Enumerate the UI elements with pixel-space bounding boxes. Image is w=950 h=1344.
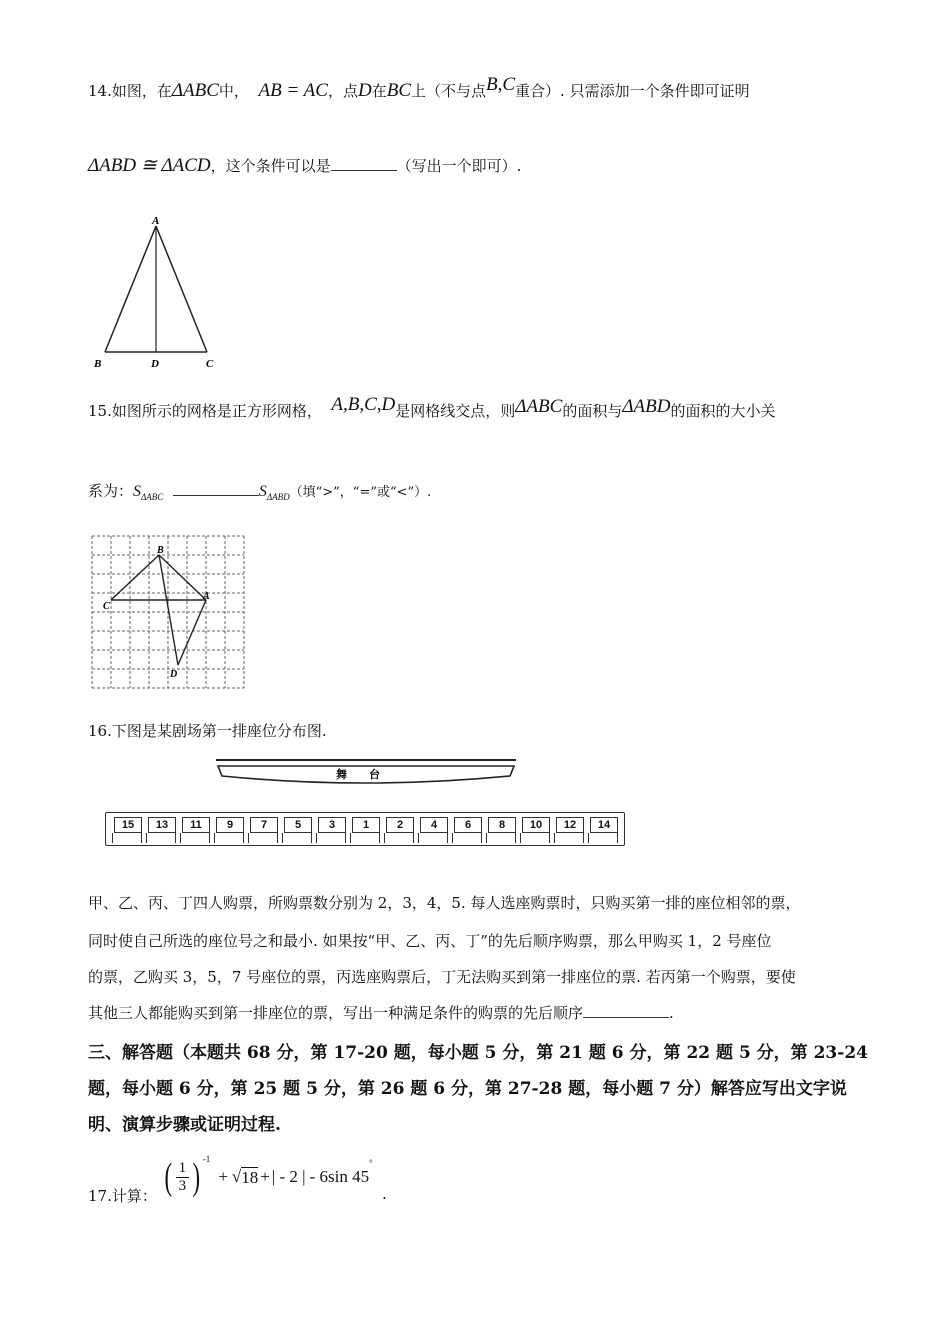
q16-para-4: [88, 1002, 674, 1023]
q14-line2: [88, 154, 521, 177]
seat-number: 7: [260, 819, 268, 831]
label-b: B: [157, 545, 164, 556]
q16-para-2: 同时使自己所选的座位号之和最小. 如果按“甲、乙、丙、丁”的先后顺序购票，那么甲购买 1，2 号座位: [88, 932, 772, 950]
seat-base: [452, 833, 482, 843]
seat-1: [352, 817, 380, 833]
section3-line-2: 题，每小题 6 分，第 25 题 5 分，第 26 题 6 分，第 27-28 题，每小题 7 分）解答应写出文字说: [88, 1079, 847, 1099]
seat-number: 9: [226, 819, 234, 831]
q16-number: 16.: [88, 722, 112, 740]
label-b: B: [94, 358, 102, 370]
fraction: [176, 1160, 190, 1195]
seat-4: [420, 817, 448, 833]
seat-9: [216, 817, 244, 833]
q16-answer-blank[interactable]: [583, 1016, 669, 1018]
q14-segment-bc: BC: [386, 80, 411, 101]
q14-points-bc: B,C: [486, 74, 516, 95]
left-paren: (: [164, 1156, 173, 1198]
exponent: -1: [202, 1154, 211, 1164]
seat-base: [180, 833, 210, 843]
q14-text: 上（不与点: [411, 82, 487, 100]
q17-end: .: [382, 1185, 387, 1203]
seat-number: 4: [430, 819, 438, 831]
q16-text: 下图是某剧场第一排座位分布图.: [111, 722, 327, 740]
seat-number: 13: [155, 819, 169, 831]
segment-ad: [178, 600, 206, 665]
seat-number: 11: [190, 819, 202, 831]
plus-sign: +: [218, 1167, 228, 1186]
plus-sign: +: [260, 1167, 270, 1186]
label-d: D: [170, 669, 178, 680]
q15-s-abd: [258, 483, 290, 503]
degree-sign: °: [369, 1158, 373, 1168]
seat-number: 15: [121, 819, 135, 831]
label-a: A: [152, 215, 160, 227]
seat-13: [148, 817, 176, 833]
seat-base: [588, 833, 618, 843]
seat-base: [248, 833, 278, 843]
q16-text: 其他三人都能购买到第一排座位的票，写出一种满足条件的购票的先后顺序: [88, 1004, 584, 1022]
q16-para-3: 的票，乙购买 3，5，7 号座位的票，丙选座购票后，丁无法购买到第一排座位的票. 若丙第一个购票，要使: [88, 968, 796, 986]
q14-line1: [88, 74, 750, 102]
q17-text: 计算：: [111, 1187, 157, 1205]
q15-number: 15.: [88, 402, 112, 420]
triangles: [111, 555, 206, 665]
seat-number: 3: [328, 819, 336, 831]
q14-equation: AB = AC: [258, 80, 328, 101]
seat-number: 1: [362, 819, 370, 831]
seat-base: [146, 833, 176, 843]
q17-label: [88, 1185, 157, 1206]
label-c: C: [103, 601, 110, 612]
q16-seat-row: [105, 812, 625, 846]
fraction-denominator: 3: [178, 1177, 187, 1194]
q16-intro: [88, 720, 327, 741]
q15-text: （填“>”，“=”或“<”）.: [289, 485, 432, 500]
sqrt-icon: √: [231, 1167, 242, 1186]
q16-stage: [210, 756, 522, 792]
subscript-abc: ΔABC: [141, 492, 164, 503]
seat-base: [350, 833, 380, 843]
q15-text: 是网格线交点，则: [395, 402, 516, 420]
q14-text: （写出一个即可）.: [396, 157, 522, 175]
label-c: C: [206, 358, 214, 370]
q16-text: .: [669, 1004, 674, 1022]
s-letter: S: [258, 483, 267, 500]
seat-8: [488, 817, 516, 833]
sine-term: - 6sin 45: [309, 1167, 370, 1186]
subscript-abd: ΔABD: [266, 492, 290, 503]
q15-grid-figure: [90, 534, 248, 694]
side-ac: [156, 226, 207, 352]
seat-3: [318, 817, 346, 833]
q15-answer-blank[interactable]: [173, 494, 259, 496]
s-letter: S: [133, 483, 142, 500]
q15-triangle-abd: ΔABD: [622, 396, 671, 417]
q14-answer-blank[interactable]: [331, 169, 397, 171]
seat-number: 2: [396, 819, 404, 831]
seat-number: 10: [529, 819, 543, 831]
q14-triangle-figure: [90, 212, 220, 372]
grid-lines: [92, 536, 244, 688]
seat-2: [386, 817, 414, 833]
q14-text: 重合）. 只需添加一个条件即可证明: [515, 82, 750, 100]
seat-base: [418, 833, 448, 843]
seat-15: [114, 817, 142, 833]
q14-congruence: ΔABD ≅ ΔACD: [88, 155, 211, 176]
seat-5: [284, 817, 312, 833]
q15-triangle-abc: ΔABC: [515, 396, 563, 417]
q14-text: 在: [371, 82, 387, 100]
q15-text: 如图所示的网格是正方形网格，: [111, 402, 322, 420]
seat-base: [554, 833, 584, 843]
seat-base: [384, 833, 414, 843]
seat-number: 5: [294, 819, 302, 831]
q15-points: A,B,C,D: [331, 394, 396, 415]
seat-number: 8: [498, 819, 506, 831]
stage-label: 舞 台: [336, 768, 380, 781]
side-ab: [105, 226, 156, 352]
fraction-numerator: 1: [176, 1160, 190, 1178]
seat-base: [214, 833, 244, 843]
seat-10: [522, 817, 550, 833]
label-a: A: [203, 591, 210, 602]
seat-14: [590, 817, 618, 833]
q14-point-d: D: [357, 80, 372, 101]
section3-line-3: 明、演算步骤或证明过程.: [88, 1115, 281, 1135]
seat-base: [112, 833, 142, 843]
seat-7: [250, 817, 278, 833]
radicand: 18: [241, 1167, 259, 1187]
q15-s-abc: [133, 483, 164, 503]
q14-triangle-abc: ΔABC: [171, 80, 219, 101]
q15-text: 的面积与: [562, 402, 623, 420]
q14-text: ，这个条件可以是: [210, 157, 331, 175]
seat-base: [316, 833, 346, 843]
q14-text: 如图，在: [111, 82, 172, 100]
seat-number: 6: [464, 819, 472, 831]
q14-number: 14.: [88, 82, 112, 100]
seat-base: [520, 833, 550, 843]
label-d: D: [151, 358, 159, 370]
seat-6: [454, 817, 482, 833]
seat-11: [182, 817, 210, 833]
seat-base: [282, 833, 312, 843]
right-paren: ): [192, 1156, 201, 1198]
q17-number: 17.: [88, 1187, 112, 1205]
q15-text: 系为：: [88, 482, 134, 500]
seat-12: [556, 817, 584, 833]
q15-line1: [88, 394, 776, 422]
seat-number: 12: [563, 819, 577, 831]
q14-text: ，点: [327, 82, 358, 100]
q14-text: 中，: [218, 82, 249, 100]
q15-line2: [88, 480, 431, 502]
seat-base: [486, 833, 516, 843]
section3-line-1: 三、解答题（本题共 68 分，第 17-20 题，每小题 5 分，第 21 题 6 分，第 22 题 5 分，第 23-24: [88, 1043, 868, 1063]
q15-text: 的面积的大小关: [670, 402, 776, 420]
seat-number: 14: [597, 819, 611, 831]
q17-expression: [162, 1152, 373, 1202]
q16-para-1: 甲、乙、丙、丁四人购票，所购票数分别为 2，3，4，5. 每人选座购票时，只购买第一排的座位相邻的票，: [88, 894, 801, 912]
absolute-value: | - 2 |: [271, 1167, 306, 1186]
